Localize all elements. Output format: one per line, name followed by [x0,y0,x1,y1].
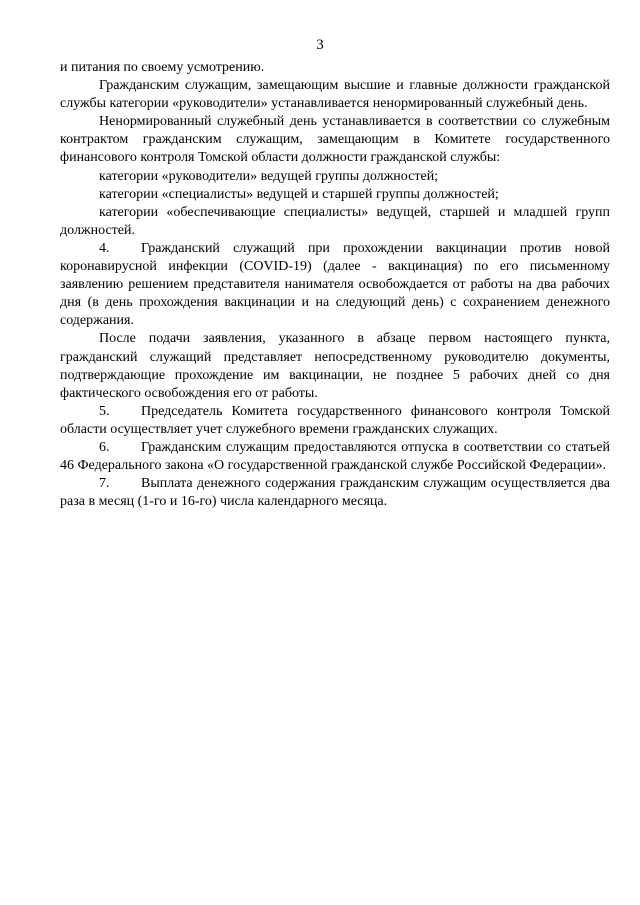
document-body [60,59,610,511]
list-item-category-support-specialists: категории «обеспечивающие специалисты» ведущей, старшей и младшей групп должностей. [60,204,610,238]
numbered-item-6 [60,439,610,475]
item-text: Гражданским служащим предоставляются отпуска в соответствии со статьей 46 Федерального закона «О государственной гражданской службе Российской Федерации». [60,439,610,474]
page-number: 3 [316,37,324,53]
numbered-item-5 [60,403,610,439]
item-number: 4. [99,240,110,256]
item-text: Выплата денежного содержания гражданским служащим осуществляется два раза в месяц (1-го и 16-го) числа календарного месяца. [60,476,610,510]
paragraph-irregular-day-contract: Ненормированный служебный день устанавливается в соответствии со служебным контрактом гражданским служащим, замещающим в Комитете государственного финансового контроля Томской области должности гражданской службы: [60,114,610,166]
item-text: Гражданский служащий при прохождении вакцинации против новой коронавирусной инфекции (COVID-19) (далее - вакцинация) по его письменному заявлению решением представителя нанимателя освобождается от работы на два рабочих дня (в день прохождения вакцинации и на следующий день) с сохранением денежного содержания. [60,240,610,329]
item-text: Председатель Комитета государственного финансового контроля Томской области осуществляет учет служебного времени гражданских служащих. [60,403,610,437]
paragraph-vaccination-documents: После подачи заявления, указанного в абзаце первом настоящего пункта, гражданский служащий представляет непосредственному руководителю документы, подтверждающие прохождение им вакцинации, не позднее 5 рабочих дней со дня фактического освобождения его от работы. [60,331,610,401]
item-number: 5. [99,403,110,419]
list-item-category-leaders: категории «руководители» ведущей группы должностей; [99,168,439,184]
numbered-item-4 [60,240,610,330]
paragraph-irregular-day-senior: Гражданским служащим, замещающим высшие и главные должности гражданской службы категории «руководители» устанавливается ненормированный служебный день. [60,78,610,112]
list-item-category-specialists: категории «специалисты» ведущей и старшей группы должностей; [99,186,499,202]
item-number: 6. [99,439,110,455]
item-number: 7. [99,476,110,492]
numbered-item-7 [60,475,610,511]
paragraph-continuation: и питания по своему усмотрению. [60,60,265,75]
